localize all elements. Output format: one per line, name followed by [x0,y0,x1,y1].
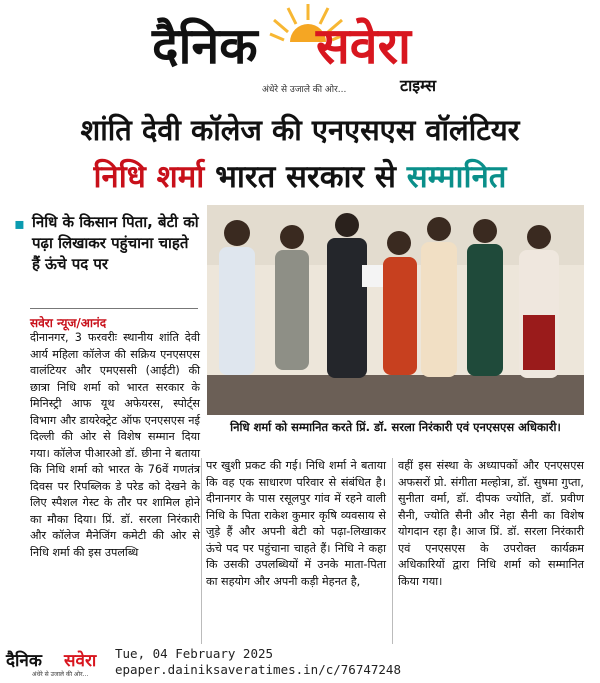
photo-caption: निधि शर्मा को सम्मानित करते प्रिं. डॉ. सरला निरंकारी एवं एनएसएस अधिकारी। [230,420,561,434]
logo-tagline: अंधेरे से उजाले की ओर... [262,85,347,95]
article-column-3: वहीं इस संस्था के अध्यापकों और एनएसएस अफसरों प्रो. संगीता मल्होत्रा, डॉ. सुषमा गुप्ता, सुनीता वर्मा, डॉ. दीपक ज्योति, डॉ. प्रवीण सैनी, ज्योति सैनी और नेहा सैनी का विशेष योगदान रहा है। आज प्रिं. डॉ. सरला निरंकारी एवं एनएसएस के उपरोक्त कार्यक्रम अधिकारियों द्वारा निधि शर्मा को सम्मानित किया गया। [398,459,584,588]
headline-name: निधि शर्मा [93,159,205,195]
logo-times: टाइम्स [400,76,437,95]
news-photo [207,205,584,415]
footer-logo [6,648,106,682]
masthead [0,0,600,100]
headline-line2 [0,154,600,200]
epaper-url[interactable]: epaper.dainiksaveratimes.in/c/76747248 [115,662,401,677]
divider [30,308,198,309]
footer-logo-dainik: दैनिक [6,651,42,671]
article-column-1: दीनानगर, 3 फरवरीः स्थानीय शांति देवी आर्य महिला कॉलेज की सक्रिय एनएसएस वालंटियर और एमएससी (आईटी) की छात्रा निधि शर्मा को भारत सरकार के मिनिस्ट्री आफ यूथ अफेयरस, स्पोर्ट्स विभाग और डायरेक्ट्रेट ऑफ एनएसएस नई दिल्ली की ओर से विशेष सम्मान दिया गया। कॉलेज पीआरओ डॉ. छीना ने बताया कि निधि शर्मा को भारत के 76वें गणतंत्र दिवस पर रिपब्लिक डे परेड को देखने के लिए स्पैशल गेस्ट के तौर पर शामिल होने का मौका दिया। प्रिं. डॉ. सरला निरंकारी और कॉलेज मैनेजिंग कमेटी की ओर से निधि शर्मा की इस उपलब्धि [30,331,200,559]
logo-savera: सवेरा [316,17,411,75]
headline-line1: शांति देवी कॉलेज की एनएसएस वॉलंटियर [80,113,520,147]
byline: सवेरा न्यूज/आनंद [30,316,107,330]
footer-logo-savera: सवेरा [64,651,97,671]
column-divider [201,458,202,644]
article-column-2: पर खुशी प्रकट की गई। निधि शर्मा ने बताया कि वह एक साधारण परिवार से संबंधित है। दीनानगर के पास रसूलपुर गांव में रहने वाली निधि के पिता राकेश कुमार कृषि व्यवसाय से जुड़े हैं और अपनी बेटी को पढ़ा-लिखाकर ऊंचे पद पर पहुंचाना चाहते हैं। निधि ने कहा कि उसकी उपलब्धियों में उनके माता-पिता का सहयोग और अपनी कड़ी मेहनत है, [206,459,386,588]
headline-honored: सम्मानित [406,159,507,195]
subheadline [14,212,200,275]
column-divider [392,458,393,644]
edition-date: Tue, 04 February 2025 [115,646,274,661]
subheadline-text: निधि के किसान पिता, बेटी को पढ़ा लिखाकर पहुंचाना चाहते हैं ऊंचे पद पर [32,213,199,273]
logo-dainik: दैनिक [152,17,258,75]
square-bullet-icon: ▪ [14,214,25,233]
headline-mid: भारत सरकार से [215,159,396,195]
footer-logo-tagline: अंधेरे से उजाले की ओर... [32,671,89,678]
